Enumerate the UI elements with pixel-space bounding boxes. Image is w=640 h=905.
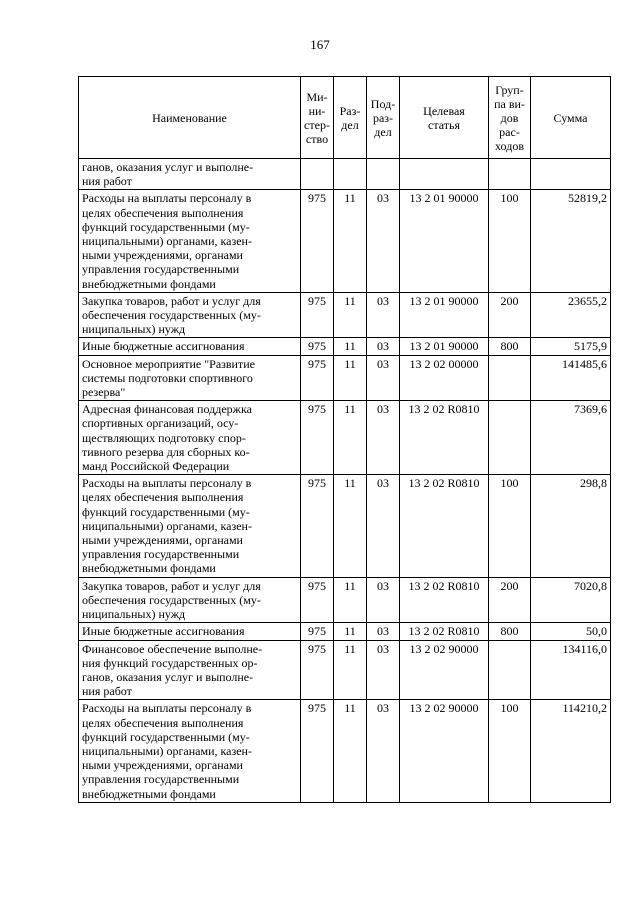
row-sum bbox=[531, 159, 611, 190]
row-ministry bbox=[301, 159, 334, 190]
row-name: Расходы на выплаты персоналу в целях обеспечения выполнения функций государственными (му- ниципальными) органами, казен- ными учреждениями, органами управления государственными внебюджетными фондами bbox=[79, 475, 301, 577]
page-number: 167 bbox=[310, 37, 330, 52]
header-target: Целевая статья bbox=[400, 77, 489, 159]
header-name: Наименование bbox=[79, 77, 301, 159]
row-target: 13 2 01 90000 bbox=[400, 338, 489, 355]
row-section: 11 bbox=[334, 190, 367, 292]
row-subsection: 03 bbox=[367, 292, 400, 338]
row-subsection bbox=[367, 159, 400, 190]
row-target: 13 2 02 R0810 bbox=[400, 577, 489, 623]
row-sum: 52819,2 bbox=[531, 190, 611, 292]
row-expense-group: 800 bbox=[489, 623, 531, 640]
row-target: 13 2 02 90000 bbox=[400, 640, 489, 700]
row-expense-group bbox=[489, 355, 531, 401]
row-expense-group: 100 bbox=[489, 190, 531, 292]
row-name: Иные бюджетные ассигнования bbox=[79, 338, 301, 355]
row-sum: 5175,9 bbox=[531, 338, 611, 355]
row-expense-group: 800 bbox=[489, 338, 531, 355]
row-name: Закупка товаров, работ и услуг для обеспечения государственных (му- ниципальных) нужд bbox=[79, 292, 301, 338]
row-expense-group bbox=[489, 159, 531, 190]
row-section: 11 bbox=[334, 355, 367, 401]
row-sum: 141485,6 bbox=[531, 355, 611, 401]
table-row bbox=[79, 190, 611, 292]
row-ministry: 975 bbox=[301, 577, 334, 623]
row-ministry: 975 bbox=[301, 190, 334, 292]
row-subsection: 03 bbox=[367, 640, 400, 700]
row-name: Закупка товаров, работ и услуг для обеспечения государственных (му- ниципальных) нужд bbox=[79, 577, 301, 623]
row-expense-group: 100 bbox=[489, 475, 531, 577]
row-subsection: 03 bbox=[367, 401, 400, 475]
row-subsection: 03 bbox=[367, 355, 400, 401]
row-subsection: 03 bbox=[367, 190, 400, 292]
header-ministry: Ми- ни- стер- ство bbox=[301, 77, 334, 159]
row-target bbox=[400, 159, 489, 190]
row-ministry: 975 bbox=[301, 640, 334, 700]
row-subsection: 03 bbox=[367, 577, 400, 623]
table-row bbox=[79, 401, 611, 475]
row-section: 11 bbox=[334, 401, 367, 475]
row-sum: 23655,2 bbox=[531, 292, 611, 338]
row-section bbox=[334, 159, 367, 190]
table-row bbox=[79, 355, 611, 401]
row-sum: 7369,6 bbox=[531, 401, 611, 475]
row-target: 13 2 02 R0810 bbox=[400, 475, 489, 577]
table-row bbox=[79, 292, 611, 338]
row-target: 13 2 02 90000 bbox=[400, 700, 489, 802]
row-ministry: 975 bbox=[301, 292, 334, 338]
row-target: 13 2 02 R0810 bbox=[400, 623, 489, 640]
table-row bbox=[79, 338, 611, 355]
header-subsection: Под- раз- дел bbox=[367, 77, 400, 159]
row-section: 11 bbox=[334, 577, 367, 623]
row-sum: 114210,2 bbox=[531, 700, 611, 802]
row-subsection: 03 bbox=[367, 338, 400, 355]
table-row bbox=[79, 159, 611, 190]
row-section: 11 bbox=[334, 640, 367, 700]
header-sum: Сумма bbox=[531, 77, 611, 159]
row-name: Адресная финансовая поддержка спортивных организаций, осу- ществляющих подготовку спор- тивного резерва для сборных ко- манд Российской Федерации bbox=[79, 401, 301, 475]
row-sum: 7020,8 bbox=[531, 577, 611, 623]
row-subsection: 03 bbox=[367, 475, 400, 577]
row-name: Финансовое обеспечение выполне- ния функций государственных ор- ганов, оказания услуг и выполне- ния работ bbox=[79, 640, 301, 700]
header-expense-group: Груп- па ви- дов рас- ходов bbox=[489, 77, 531, 159]
row-ministry: 975 bbox=[301, 338, 334, 355]
row-expense-group: 200 bbox=[489, 292, 531, 338]
table-row bbox=[79, 475, 611, 577]
header-section: Раз- дел bbox=[334, 77, 367, 159]
row-section: 11 bbox=[334, 292, 367, 338]
table-row bbox=[79, 577, 611, 623]
row-name: Расходы на выплаты персоналу в целях обеспечения выполнения функций государственными (му- ниципальными) органами, казен- ными учреждениями, органами управления государственными внебюджетными фондами bbox=[79, 700, 301, 802]
row-section: 11 bbox=[334, 475, 367, 577]
table-row bbox=[79, 700, 611, 802]
row-target: 13 2 02 R0810 bbox=[400, 401, 489, 475]
row-ministry: 975 bbox=[301, 475, 334, 577]
row-subsection: 03 bbox=[367, 700, 400, 802]
table-row bbox=[79, 640, 611, 700]
row-target: 13 2 02 00000 bbox=[400, 355, 489, 401]
row-ministry: 975 bbox=[301, 700, 334, 802]
row-expense-group bbox=[489, 401, 531, 475]
row-name: Основное мероприятие "Развитие системы подготовки спортивного резерва" bbox=[79, 355, 301, 401]
row-sum: 298,8 bbox=[531, 475, 611, 577]
row-subsection: 03 bbox=[367, 623, 400, 640]
row-name: Расходы на выплаты персоналу в целях обеспечения выполнения функций государственными (му- ниципальными) органами, казен- ными учреждениями, органами управления государственными внебюджетными фондами bbox=[79, 190, 301, 292]
row-name: Иные бюджетные ассигнования bbox=[79, 623, 301, 640]
table-row bbox=[79, 623, 611, 640]
row-ministry: 975 bbox=[301, 401, 334, 475]
row-sum: 50,0 bbox=[531, 623, 611, 640]
row-sum: 134116,0 bbox=[531, 640, 611, 700]
header-row bbox=[79, 77, 611, 159]
row-target: 13 2 01 90000 bbox=[400, 292, 489, 338]
row-section: 11 bbox=[334, 700, 367, 802]
row-ministry: 975 bbox=[301, 623, 334, 640]
row-section: 11 bbox=[334, 338, 367, 355]
row-expense-group: 100 bbox=[489, 700, 531, 802]
row-expense-group bbox=[489, 640, 531, 700]
row-expense-group: 200 bbox=[489, 577, 531, 623]
row-ministry: 975 bbox=[301, 355, 334, 401]
budget-table bbox=[78, 76, 611, 803]
row-name: ганов, оказания услуг и выполне- ния работ bbox=[79, 159, 301, 190]
row-target: 13 2 01 90000 bbox=[400, 190, 489, 292]
row-section: 11 bbox=[334, 623, 367, 640]
